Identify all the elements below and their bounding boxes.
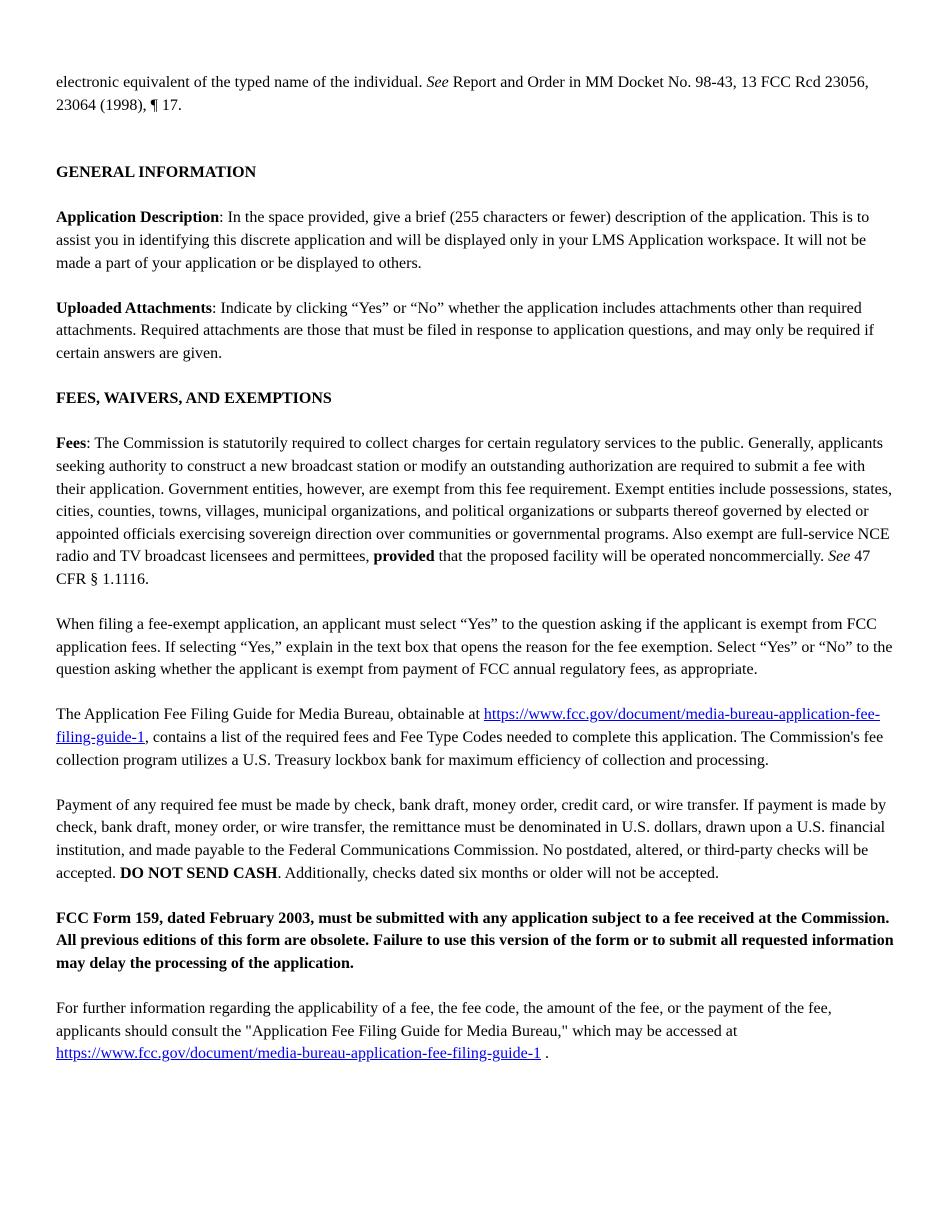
payment-text-b: . Additionally, checks dated six months or older will not be accepted. <box>277 864 719 882</box>
fees-see: See <box>828 548 851 566</box>
payment-paragraph <box>56 795 896 885</box>
form-159-notice: FCC Form 159, dated February 2003, must be submitted with any application subject to a fee received at the Commission. All previous editions of this form are obsolete. Failure to use this version of the form or to submit all requested information may delay the processing of the application. <box>56 909 894 972</box>
general-information-heading: GENERAL INFORMATION <box>56 164 257 182</box>
further-information-text: For further information regarding the applicability of a fee, the fee code, the amount of the fee, or the payment of the fee, applicants should consult the "Application Fee Filing Guide for Media Bureau," which may be accessed at <box>56 1000 832 1040</box>
further-information-link[interactable]: https://www.fcc.gov/document/media-bureau-application-fee-filing-guide-1 <box>56 1045 542 1063</box>
intro-text-a: electronic equivalent of the typed name of the individual. <box>56 74 427 91</box>
intro-paragraph <box>56 72 896 117</box>
uploaded-attachments-paragraph <box>56 298 896 366</box>
fee-guide-text-b: , contains a list of the required fees and Fee Type Codes needed to complete this application. The Commission's fee collection program utilizes a U.S. Treasury lockbox bank for maximum efficiency of collection and processing. <box>56 729 884 769</box>
fees-text-b: that the proposed facility will be operated noncommercially. <box>434 548 829 566</box>
further-information-paragraph <box>56 998 896 1066</box>
application-description-label: Application Description <box>56 209 220 227</box>
fees-label: Fees <box>56 435 87 453</box>
fee-guide-link[interactable]: https://www.fcc.gov/document/media-bureau-application-fee-filing-guide-1 <box>56 706 881 747</box>
fees-paragraph <box>56 433 896 591</box>
do-not-send-cash: DO NOT SEND CASH <box>119 864 278 882</box>
fees-waivers-exemptions-heading: FEES, WAIVERS, AND EXEMPTIONS <box>56 390 332 408</box>
fee-guide-paragraph <box>56 704 896 772</box>
fee-guide-text-a: The Application Fee Filing Guide for Media Bureau, obtainable at <box>56 706 484 724</box>
document-page <box>56 72 896 1066</box>
application-description-text: : In the space provided, give a brief (255 characters or fewer) description of the application. This is to assist you in identifying this discrete application and will be displayed only in your LMS Application workspace. It will not be made a part of your application or be displayed to others. <box>56 209 870 272</box>
intro-text-b: Report and Order in MM Docket No. 98-43, 13 FCC Rcd 23056, 23064 (1998), ¶ 17. <box>56 74 869 114</box>
fees-text-a: : The Commission is statutorily required to collect charges for certain regulatory services to the public. Generally, applicants seeking authority to construct a new broadcast station or modify an outstanding authorization are required to submit a fee with their application. Government entities, however, are exempt from this fee requirement. Exempt entities include possessions, states, cities, counties, towns, villages, municipal organizations, and political organizations or subparts thereof governed by elected or appointed officials exercising sovereign direction over communities or governmental programs. Also exempt are full-service NCE radio and TV broadcast licensees and permittees, <box>56 435 893 566</box>
payment-text-a: Payment of any required fee must be made by check, bank draft, money order, credit card, or wire transfer. If payment is made by check, bank draft, money order, or wire transfer, the remittance must be denominated in U.S. dollars, drawn upon a U.S. financial institution, and made payable to the Federal Communications Commission. No postdated, altered, or third-party checks will be accepted. <box>56 796 887 882</box>
intro-see: See <box>426 74 449 91</box>
fees-text-c: 47 CFR § 1.1116. <box>56 548 871 588</box>
fee-exempt-paragraph: When filing a fee-exempt application, an applicant must select “Yes” to the question asking if the applicant is exempt from FCC application fees. If selecting “Yes,” explain in the text box that opens the reason for the fee exemption. Select “Yes” or “No” to the question asking whether the applicant is exempt from payment of FCC annual regulatory fees, as appropriate. <box>56 616 893 679</box>
uploaded-attachments-text: : Indicate by clicking “Yes” or “No” whether the application includes attachments other than required attachments. Required attachments are those that must be filed in response to application questions, and may only be required if certain answers are given. <box>56 299 874 362</box>
fees-provided: provided <box>373 548 435 566</box>
further-information-end: . <box>541 1045 550 1063</box>
uploaded-attachments-label: Uploaded Attachments <box>56 299 213 317</box>
application-description-paragraph <box>56 207 896 275</box>
